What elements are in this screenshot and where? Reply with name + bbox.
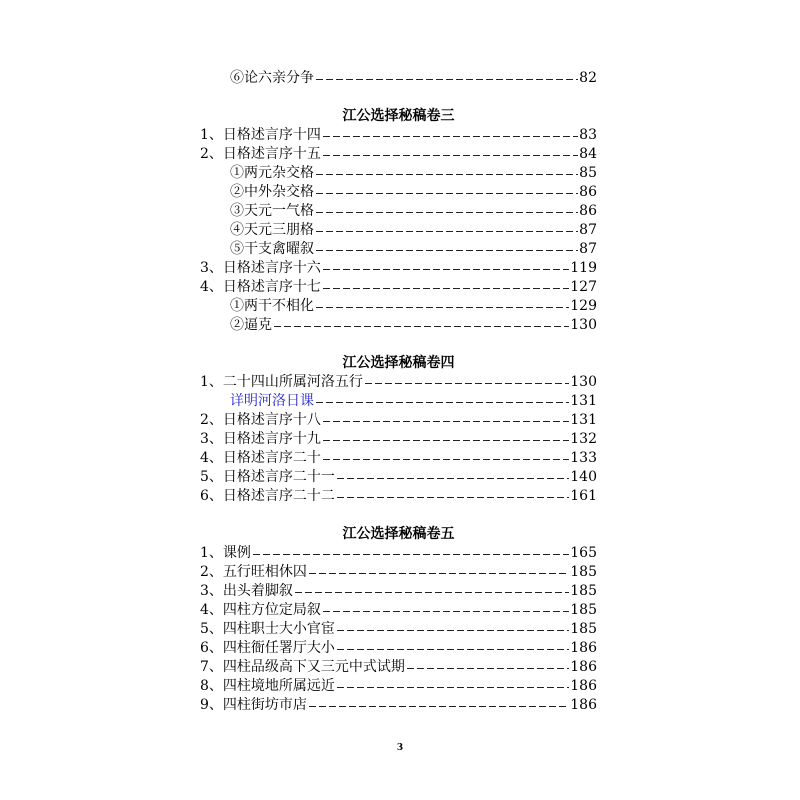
toc-entry xyxy=(200,544,597,563)
volume-heading: 江公选择秘稿卷五 xyxy=(342,526,455,542)
toc-entry xyxy=(200,449,597,468)
dash-leader xyxy=(316,212,578,213)
toc-entry-title: 4、日格述言序二十 xyxy=(200,450,321,466)
dash-leader xyxy=(295,592,569,593)
toc-entry-title: ①两元杂交格 xyxy=(230,165,314,181)
toc-subentry xyxy=(200,164,597,183)
table-of-contents xyxy=(200,69,597,715)
volume-heading: 江公选择秘稿卷三 xyxy=(342,108,455,124)
toc-entry xyxy=(200,373,597,392)
toc-subentry xyxy=(200,183,597,202)
toc-entry-page: 185 xyxy=(570,564,597,580)
toc-entry-page: 119 xyxy=(570,260,597,276)
toc-entry-title: 3、出头着脚叙 xyxy=(200,583,293,599)
toc-subentry xyxy=(200,202,597,221)
dash-leader xyxy=(323,459,569,460)
toc-entry-title: 1、日格述言序十四 xyxy=(200,127,321,143)
toc-entry-title: ②逼克 xyxy=(230,317,272,333)
toc-entry xyxy=(200,430,597,449)
toc-entry xyxy=(200,677,597,696)
toc-section-volume-5 xyxy=(200,525,597,715)
dash-leader xyxy=(316,174,578,175)
toc-entry-page: 86 xyxy=(579,184,597,200)
dash-leader xyxy=(337,478,569,479)
toc-entry xyxy=(200,411,597,430)
toc-entry-title: 5、日格述言序二十一 xyxy=(200,469,335,485)
toc-entry-page: 186 xyxy=(570,659,597,675)
toc-entry-page: 82 xyxy=(579,70,597,86)
dash-leader xyxy=(309,573,569,574)
toc-entry-title: 3、日格述言序十六 xyxy=(200,260,321,276)
toc-entry-title-link[interactable]: 详明河洛日课 xyxy=(230,393,314,409)
toc-entry-title: 7、四柱品级高下又三元中式试期 xyxy=(200,659,405,675)
toc-entry xyxy=(200,620,597,639)
toc-entry-page: 185 xyxy=(570,583,597,599)
toc-entry-title: 2、日格述言序十五 xyxy=(200,146,321,162)
toc-entry xyxy=(200,278,597,297)
toc-entry-page: 132 xyxy=(570,431,597,447)
dash-leader xyxy=(323,136,578,137)
dash-leader xyxy=(253,554,569,555)
toc-entry xyxy=(200,639,597,658)
toc-entry-page: 161 xyxy=(570,488,597,504)
dash-leader xyxy=(274,326,569,327)
toc-entry-page: 130 xyxy=(570,317,597,333)
dash-leader xyxy=(323,440,569,441)
page-number: 3 xyxy=(396,743,404,753)
toc-entry-title: 2、五行旺相休囚 xyxy=(200,564,307,580)
toc-entry xyxy=(200,601,597,620)
toc-entry xyxy=(200,487,597,506)
dash-leader xyxy=(316,231,578,232)
toc-entry-page: 165 xyxy=(570,545,597,561)
toc-entry-title: 5、四柱职士大小官宦 xyxy=(200,621,335,637)
toc-entry-title: 1、二十四山所属河洛五行 xyxy=(200,374,363,390)
dash-leader xyxy=(323,288,569,289)
dash-leader xyxy=(316,250,578,251)
toc-entry-page: 129 xyxy=(570,298,597,314)
toc-entry-title: 3、日格述言序十九 xyxy=(200,431,321,447)
toc-entry-title: 4、日格述言序十七 xyxy=(200,279,321,295)
toc-entry-title: ②中外杂交格 xyxy=(230,184,314,200)
toc-entry-title: 9、四柱街坊市店 xyxy=(200,697,307,713)
toc-entry xyxy=(200,696,597,715)
toc-entry-title: 1、课例 xyxy=(200,545,251,561)
toc-entry-page: 87 xyxy=(579,241,597,257)
dash-leader xyxy=(407,668,569,669)
toc-section-continued xyxy=(200,69,597,88)
toc-entry xyxy=(200,259,597,278)
toc-entry-page: 85 xyxy=(579,165,597,181)
dash-leader xyxy=(323,611,569,612)
toc-entry-page: 186 xyxy=(570,640,597,656)
toc-entry-title: ⑤干支禽曜叙 xyxy=(230,241,314,257)
toc-entry xyxy=(200,563,597,582)
toc-link-entry[interactable] xyxy=(200,392,597,411)
toc-entry-title: 2、日格述言序十八 xyxy=(200,412,321,428)
toc-entry-page: 133 xyxy=(570,450,597,466)
toc-entry xyxy=(200,69,597,88)
volume-heading: 江公选择秘稿卷四 xyxy=(342,355,455,371)
toc-entry-title: ⑥论六亲分争 xyxy=(230,70,314,86)
toc-entry-page: 185 xyxy=(570,621,597,637)
toc-entry-title: 8、四柱境地所属远近 xyxy=(200,678,335,694)
toc-entry-page: 186 xyxy=(570,697,597,713)
toc-entry xyxy=(200,126,597,145)
toc-subentry xyxy=(200,221,597,240)
toc-subentry xyxy=(200,297,597,316)
toc-entry-title: 6、日格述言序二十二 xyxy=(200,488,335,504)
dash-leader xyxy=(323,155,578,156)
toc-entry-title: 4、四柱方位定局叙 xyxy=(200,602,321,618)
toc-entry-page: 130 xyxy=(570,374,597,390)
toc-entry xyxy=(200,582,597,601)
toc-entry-page: 84 xyxy=(579,146,597,162)
toc-entry xyxy=(200,658,597,677)
toc-entry-title: ④天元三朋格 xyxy=(230,222,314,238)
toc-entry-title: ①两干不相化 xyxy=(230,298,314,314)
toc-entry-page: 186 xyxy=(570,678,597,694)
dash-leader xyxy=(365,383,569,384)
toc-entry-page: 140 xyxy=(570,469,597,485)
dash-leader xyxy=(309,706,569,707)
toc-entry-title: ③天元一气格 xyxy=(230,203,314,219)
toc-entry xyxy=(200,145,597,164)
toc-entry-title: 6、四柱衙任署厅大小 xyxy=(200,640,335,656)
dash-leader xyxy=(337,630,569,631)
toc-entry-page: 131 xyxy=(570,393,597,409)
dash-leader xyxy=(316,307,569,308)
toc-entry xyxy=(200,468,597,487)
toc-entry-page: 185 xyxy=(570,602,597,618)
dash-leader xyxy=(323,421,569,422)
toc-entry-page: 131 xyxy=(570,412,597,428)
toc-section-volume-4 xyxy=(200,354,597,506)
dash-leader xyxy=(323,269,569,270)
dash-leader xyxy=(316,79,578,80)
dash-leader xyxy=(337,687,569,688)
toc-subentry xyxy=(200,240,597,259)
dash-leader xyxy=(337,649,569,650)
toc-entry-page: 87 xyxy=(579,222,597,238)
toc-entry-page: 127 xyxy=(570,279,597,295)
dash-leader xyxy=(316,402,569,403)
toc-subentry xyxy=(200,316,597,335)
toc-section-volume-3 xyxy=(200,107,597,335)
toc-entry-page: 83 xyxy=(579,127,597,143)
toc-entry-page: 86 xyxy=(579,203,597,219)
dash-leader xyxy=(316,193,578,194)
dash-leader xyxy=(337,497,569,498)
